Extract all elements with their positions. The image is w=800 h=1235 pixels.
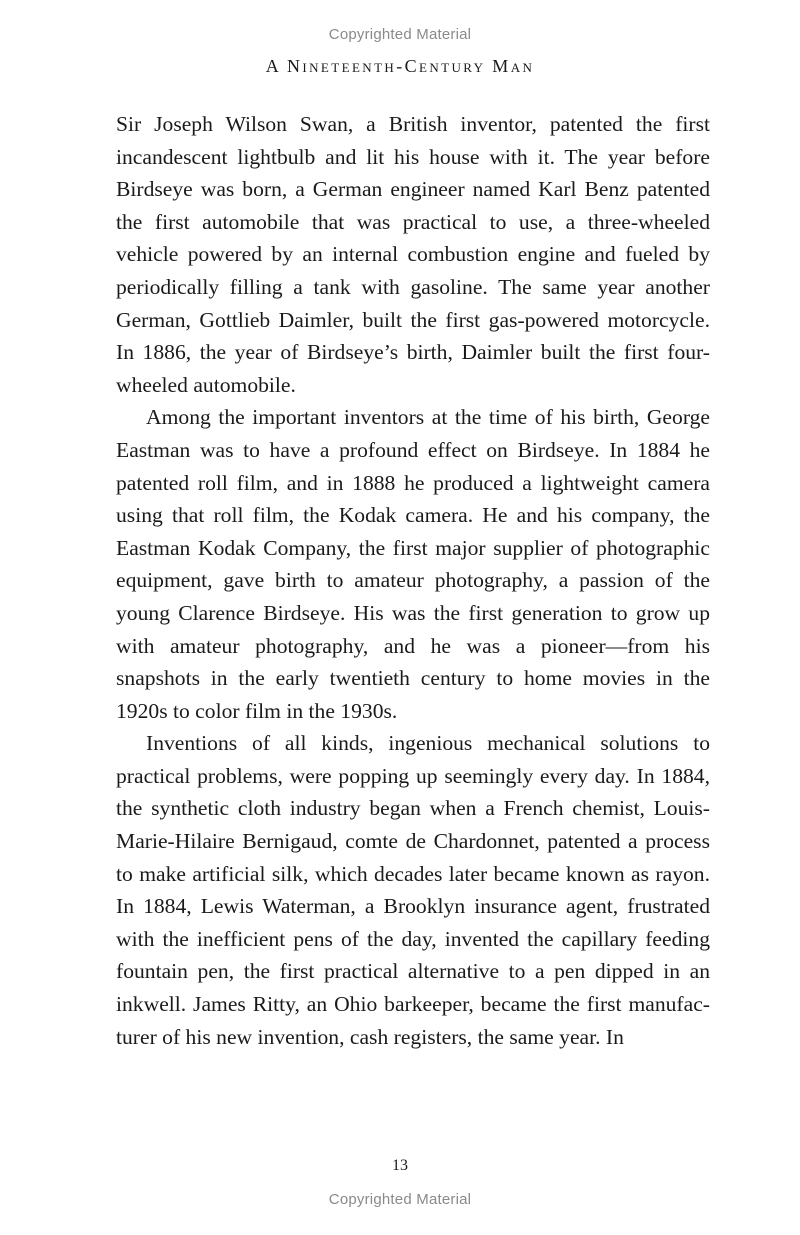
copyright-watermark-top: Copyrighted Material: [328, 26, 472, 43]
page-number: 13: [392, 1157, 408, 1174]
paragraph-2: Among the important inventors at the time of his birth, George Eastman was to have a profound effect on Birdseye. In 1884 he patented roll film, and in 1888 he produced a lightweight camera using that roll film, the Kodak camera. He and his company, the Eastman Kodak Company, the first major supplier of photographic equipment, gave birth to amateur photography, a passion of the young Clarence Birdseye. His was the first generation to grow up with amateur photography, and he was a pioneer—from his snapshots in the early twentieth century to home movies in the 1920s to color film in the 1930s.: [116, 405, 710, 723]
body-text: [116, 108, 710, 1053]
paragraph-3: Inventions of all kinds, ingenious mechanical solutions to practical problems, were popping up seemingly every day. In 1884, the synthetic cloth industry began when a French chemist, Louis-Marie-Hilaire Bernigaud, comte de Chardonnet, patented a process to make artificial silk, which decades later became known as rayon. In 1884, Lewis Waterman, a Brooklyn insurance agent, frustrated with the inefficient pens of the day, invented the capillary feeding fountain pen, the first practical alternative to a pen dipped in an inkwell. James Ritty, an Ohio barkeeper, became the first manufacturer of his new invention, cash registers, the same year. In: [116, 731, 710, 1049]
copyright-watermark-bottom: Copyrighted Material: [328, 1191, 472, 1208]
running-head: A Nineteenth-Century Man: [265, 56, 535, 76]
paragraph-1: Sir Joseph Wilson Swan, a British inventor, patented the first incandescent lightbulb and lit his house with it. The year before Birdseye was born, a German engineer named Karl Benz patented the first automobile that was practical to use, a three-wheeled vehicle powered by an internal combustion engine and fueled by periodically filling a tank with gasoline. The same year another German, Gottlieb Daimler, built the first gas-powered motorcycle. In 1886, the year of Birdseye’s birth, Daimler built the first four-wheeled automobile.: [116, 112, 710, 397]
